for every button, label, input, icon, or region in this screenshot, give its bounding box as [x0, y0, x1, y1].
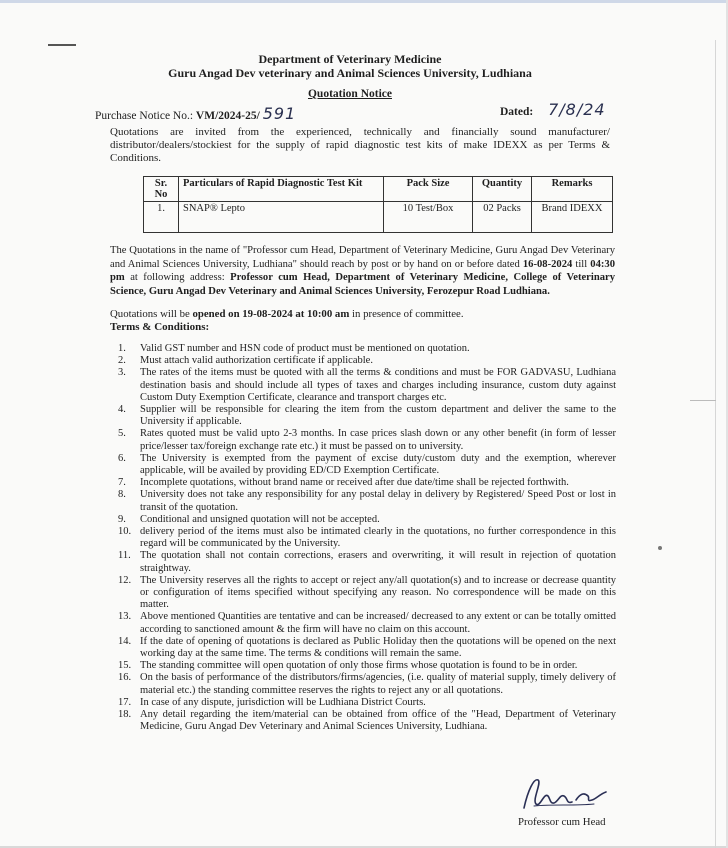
- cell-sr-no: 1.: [144, 202, 179, 233]
- handwritten-notice-number: 591: [262, 104, 297, 123]
- terms-item: [104, 660, 616, 672]
- terms-heading: Terms & Conditions:: [110, 321, 210, 333]
- terms-item-number: 6.: [118, 452, 126, 464]
- terms-item-number: 12.: [118, 574, 132, 586]
- header-remarks: Remarks: [532, 177, 613, 202]
- scan-mark: [690, 400, 716, 401]
- terms-item-text: Rates quoted must be valid upto 2-3 months. In case prices slash down or any other benefit (in form of lesser price/lesser tax/foreign exchange rate etc.) it must be passed on to university.: [140, 428, 616, 452]
- terms-item-text: The University is exempted from the payment of excise duty/custom duty and the exemption, wherever applicable, will be availed by providing ED/CD Exemption Certificate.: [140, 452, 616, 477]
- terms-item: [104, 355, 616, 367]
- terms-item-number: 7.: [118, 477, 126, 489]
- terms-item-text: The quotation shall not contain corrections, erasers and overwriting, it will result in rejection of quotation straightway.: [140, 550, 616, 574]
- opening-text-1: Quotations will be: [110, 308, 193, 320]
- university-heading: Guru Angad Dev veterinary and Animal Sciences University, Ludhiana: [168, 66, 532, 80]
- terms-item-number: 5.: [118, 428, 126, 440]
- terms-item-text: delivery period of the items must also be intimated clearly in the quotations, no further correspondence in this regard will be communicated by the University.: [140, 526, 616, 550]
- dated-row: [500, 100, 606, 119]
- table-row: [144, 202, 613, 233]
- terms-item-text: University does not take any responsibility for any postal delay in delivery by Registered/ Speed Post or lost in transit of the quotation.: [140, 489, 616, 513]
- terms-item: [104, 489, 616, 513]
- terms-item: [104, 575, 616, 612]
- terms-item-text: The rates of the items must be quoted with all the terms & conditions and must be FOR GADVASU, Ludhiana destination basis and should include all types of taxes and charges including insurance, custom duty against Custom Duty Exemption Certificate, clearance and transport charges etc.: [140, 367, 616, 403]
- purchase-notice-label: Purchase Notice No.:: [95, 110, 194, 122]
- terms-item-number: 11.: [118, 550, 131, 562]
- terms-item: [104, 428, 616, 452]
- terms-item-number: 4.: [118, 404, 126, 416]
- terms-item-text: On the basis of performance of the distributors/firms/agencies, (i.e. quality of material supply, timely delivery of material etc.) the standing committee reserves the rights to reject any or all quotations.: [140, 672, 616, 696]
- terms-item-number: 3.: [118, 367, 126, 379]
- header-particulars: Particulars of Rapid Diagnostic Test Kit: [179, 177, 384, 202]
- opening-date: opened on 19-08-2024 at 10:00 am: [192, 308, 350, 320]
- terms-item-text: Valid GST number and HSN code of product must be mentioned on quotation.: [140, 343, 470, 354]
- terms-item: [104, 343, 616, 355]
- terms-item-text: Incomplete quotations, without brand name or received after due date/time shall be rejected forthwith.: [140, 477, 569, 489]
- submission-deadline: 16-08-2024: [522, 258, 573, 270]
- department-heading: Department of Veterinary Medicine: [258, 52, 442, 66]
- terms-item: [104, 672, 616, 696]
- header-sr-no: Sr. No: [144, 177, 179, 202]
- terms-item: [104, 477, 616, 489]
- intro-paragraph: Quotations are invited from the experienced, technically and financially sound manufacturer/ distributor/dealers/stockiest for the supply of rapid diagnostic test kits of make IDEXX as per Terms & Conditions.: [110, 126, 610, 164]
- submission-paragraph: [110, 244, 615, 298]
- terms-item-text: Above mentioned Quantities are tentative and can be increased/ decreased to any extent or can be totally omitted according to sanctioned amount & the firm will have no claim on this account.: [140, 611, 616, 635]
- terms-item-text: Any detail regarding the item/material can be obtained from office of the "Head, Department of Veterinary Medicine, Guru Angad Dev Veterinary and Animal Sciences University, Ludhiana.: [140, 709, 616, 733]
- kit-table: [143, 176, 613, 233]
- terms-item-number: 15.: [118, 660, 132, 672]
- terms-item: [104, 404, 616, 428]
- purchase-notice-number: VM/2024-25/: [195, 110, 260, 122]
- terms-item: [104, 514, 616, 526]
- submission-deadline-time: 04:30 pm: [110, 258, 615, 284]
- terms-item: [104, 367, 616, 404]
- opening-text-2: in presence of committee.: [349, 308, 464, 320]
- terms-item: [104, 636, 616, 660]
- terms-item-number: 9.: [118, 513, 126, 525]
- terms-item-number: 8.: [118, 489, 126, 501]
- handwritten-date: 7/8/24: [548, 100, 606, 119]
- terms-item-text: Must attach valid authorization certificate if applicable.: [140, 355, 373, 367]
- terms-item: [104, 697, 616, 709]
- terms-list: [104, 343, 616, 734]
- terms-item-number: 1.: [118, 343, 126, 354]
- terms-item-text: Conditional and unsigned quotation will not be accepted.: [140, 513, 380, 525]
- cell-remarks: Brand IDEXX: [532, 202, 613, 233]
- terms-item-number: 2.: [118, 355, 126, 367]
- notice-title: Quotation Notice: [307, 88, 392, 100]
- terms-item: [104, 709, 616, 733]
- terms-item-number: 13.: [118, 611, 132, 623]
- terms-item-number: 14.: [118, 635, 132, 647]
- ink-dot: [658, 546, 662, 550]
- dated-label: Dated:: [500, 106, 534, 118]
- submission-text-1: The Quotations in the name of "Professor cum Head, Department of Veterinary Medicine, Guru Angad Dev Veterinary and Animal Sciences University, Ludhiana" should reach by post or by hand on or before dated: [110, 245, 615, 270]
- page-top-edge: [0, 0, 728, 3]
- signature: [514, 770, 614, 820]
- terms-item-text: If the date of opening of quotations is declared as Public Holiday then the quotations will be opened on the next working day at the same time. The terms & conditions will remain the same.: [140, 635, 616, 660]
- terms-item-number: 10.: [118, 526, 132, 538]
- terms-item-number: 16.: [118, 672, 132, 684]
- header-quantity: Quantity: [473, 177, 532, 202]
- opening-paragraph: [110, 308, 615, 321]
- terms-item-text: The University reserves all the rights to accept or reject any/all quotation(s) and to increase or decrease quantity or configuration of items specified without specifying any reason. No correspondence will be made on this matter.: [140, 574, 616, 611]
- terms-item-text: Supplier will be responsible for clearing the item from the custom department and deliver the same to the University if applicable.: [140, 404, 616, 428]
- terms-item-number: 18.: [118, 709, 132, 721]
- page-fold-line: [715, 40, 716, 848]
- terms-item: [104, 453, 616, 477]
- terms-item: [104, 550, 616, 574]
- submission-text-3: at following address:: [124, 272, 231, 284]
- pen-mark: [48, 44, 76, 46]
- cell-quantity: 02 Packs: [473, 202, 532, 233]
- purchase-notice-row: [95, 104, 296, 123]
- table-header-row: [144, 177, 613, 202]
- cell-pack-size: 10 Test/Box: [384, 202, 473, 233]
- signatory-title: Professor cum Head: [518, 816, 606, 828]
- submission-text-2: till: [572, 258, 591, 270]
- terms-item-text: The standing committee will open quotation of only those firms whose quotation is found to be in order.: [140, 660, 578, 672]
- terms-item-number: 17.: [118, 696, 132, 708]
- header-pack-size: Pack Size: [384, 177, 473, 202]
- submission-address: Professor cum Head, Department of Veterinary Medicine, College of Veterinary Science, Guru Angad Dev Veterinary and Animal Sciences University, Ferozepur Road Ludhiana.: [110, 272, 616, 297]
- terms-item: [104, 611, 616, 635]
- cell-particulars: SNAP® Lepto: [179, 202, 384, 233]
- terms-item: [104, 526, 616, 550]
- terms-item-text: In case of any dispute, jurisdiction will be Ludhiana District Courts.: [140, 696, 426, 708]
